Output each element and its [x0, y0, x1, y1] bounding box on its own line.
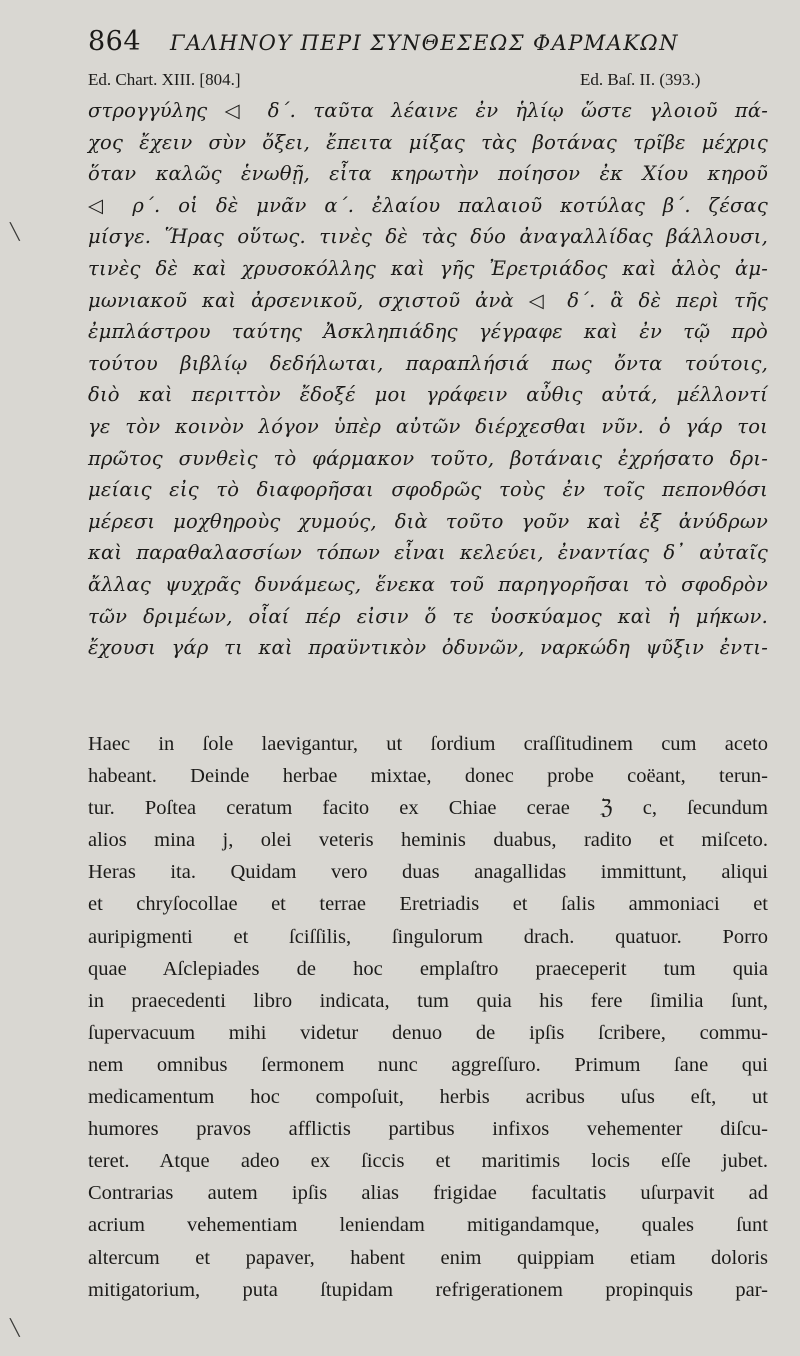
greek-line: ὅταν καλῶς ἑνωθῇ, εἶτα κηρωτὴν ποίησον ἐκ Χίου κηροῦ [88, 162, 768, 186]
latin-line: mitigatorium, puta ſtupidam refrigerationem propinquis par- [88, 1278, 768, 1301]
latin-line: et chryſocollae et terrae Eretriadis et ſalis ammoniaci et [88, 893, 768, 916]
greek-line: καὶ παραθαλασσίων τόπων εἶναι κελεύει, ἐναντίας δ᾽ αὐταῖς [88, 541, 768, 565]
latin-line: quae Aſclepiades de hoc emplaſtro praeceperit tum quia [88, 957, 768, 980]
latin-line: medicamentum hoc compoſuit, herbis acribus uſus eſt, ut [88, 1086, 768, 1109]
greek-line: διὸ καὶ περιττὸν ἔδοξέ μοι γράφειν αὖθις αὐτά, μέλλοντί [88, 383, 768, 407]
greek-line: ἐμπλάστρου ταύτης Ἀσκληπιάδης γέγραφε καὶ ἐν τῷ πρὸ [88, 320, 768, 344]
edition-reference-right: Ed. Baſ. II. (393.) [580, 70, 701, 89]
latin-line: Heras ita. Quidam vero duas anagallidas immittunt, aliqui [88, 861, 768, 884]
greek-line: τινὲς δὲ καὶ χρυσοκόλλης καὶ γῆς Ἐρετριάδος καὶ ἁλὸς ἀμ- [88, 256, 768, 280]
latin-line: acrium vehementiam leniendam mitigandamque, quales ſunt [88, 1214, 768, 1237]
latin-line: Contrarias autem ipſis alias frigidae facultatis uſurpavit ad [88, 1182, 768, 1205]
latin-line: altercum et papaver, habent enim quippiam etiam doloris [88, 1246, 768, 1269]
margin-tick-mark: ╲ [10, 1318, 20, 1337]
page-number: 864 [88, 26, 142, 57]
greek-line: ◁ ρ΄. οἱ δὲ μνᾶν α΄. ἐλαίου παλαιοῦ κοτύλας β΄. ζέσας [88, 193, 768, 217]
running-title: ΓΑΛΗΝΟΥ ΠΕΡΙ ΣΥΝΘΕΣΕΩΣ ΦΑΡΜΑΚΩΝ [170, 31, 679, 55]
latin-line: tur. Poſtea ceratum facito ex Chiae cerae ℨ c, ſecundum [88, 797, 768, 820]
margin-tick-mark: ╲ [10, 222, 20, 241]
greek-line: μείαις εἰς τὸ διαφορῆσαι σφοδρῶς τοὺς ἐν τοῖς πεπονθόσι [88, 478, 768, 502]
greek-line: στρογγύλης ◁ δ΄. ταῦτα λέαινε ἐν ἡλίῳ ὥστε γλοιοῦ πά- [88, 99, 768, 122]
latin-line: humores pravos afflictis partibus infixos vehementer diſcu- [88, 1118, 768, 1141]
latin-line: teret. Atque adeo ex ſiccis et maritimis locis eſſe jubet. [88, 1150, 768, 1173]
greek-line: μέρεσι μοχθηροὺς χυμούς, διὰ τοῦτο γοῦν καὶ ἐξ ἀνύδρων [88, 509, 768, 533]
greek-line: μίσγε. Ἥρας οὕτως. τινὲς δὲ τὰς δύο ἀναγαλλίδας βάλλουσι, [88, 225, 768, 249]
greek-line: χος ἔχειν σὺν ὄξει, ἔπειτα μίξας τὰς βοτάνας τρῖβε μέχρις [88, 130, 768, 154]
page-header [88, 26, 778, 62]
latin-line: ſupervacuum mihi videtur denuo de ipſis ſcribere, commu- [88, 1021, 768, 1044]
greek-line: ἄλλας ψυχρᾶς δυνάμεως, ἕνεκα τοῦ παρηγορῆσαι τὸ σφοδρὸν [88, 572, 768, 596]
latin-line: auripigmenti et ſciſſilis, ſingulorum drach. quatuor. Porro [88, 925, 768, 948]
latin-text-block [88, 728, 768, 1306]
latin-line: Haec in ſole laevigantur, ut ſordium craſſitudinem cum aceto [88, 733, 768, 755]
greek-line: τῶν δριμέων, οἷαί πέρ εἰσιν ὅ τε ὑοσκύαμος καὶ ἡ μήκων. [88, 604, 768, 628]
latin-line: nem omnibus ſermonem nunc aggreſſuro. Primum ſane qui [88, 1053, 768, 1076]
greek-text-block [88, 95, 768, 664]
greek-line: γε τὸν κοινὸν λόγον ὑπὲρ αὐτῶν διέρχεσθαι νῦν. ὁ γάρ τοι [88, 414, 768, 438]
greek-line: πρῶτος συνθεὶς τὸ φάρμακον τοῦτο, βοτάναις ἐχρήσατο δρι- [88, 446, 768, 470]
greek-line: τούτου βιβλίῳ δεδήλωται, παραπλήσιά πως ὄντα τούτοις, [88, 351, 768, 375]
greek-line: μωνιακοῦ καὶ ἀρσενικοῦ, σχιστοῦ ἀνὰ ◁ δ΄. ἃ δὲ περὶ τῆς [88, 288, 768, 312]
edition-reference-left: Ed. Chart. XIII. [804.] [88, 70, 241, 89]
latin-line: habeant. Deinde herbae mixtae, donec probe coëant, terun- [88, 765, 768, 788]
greek-line: ἔχουσι γάρ τι καὶ πραϋντικὸν ὀδυνῶν, ναρκώδη ψῦξιν ἐντι- [88, 636, 768, 660]
latin-line: in praecedenti libro indicata, tum quia his fere ſimilia ſunt, [88, 989, 768, 1012]
latin-line: alios mina j, olei veteris heminis duabus, radito et miſceto. [88, 829, 768, 852]
